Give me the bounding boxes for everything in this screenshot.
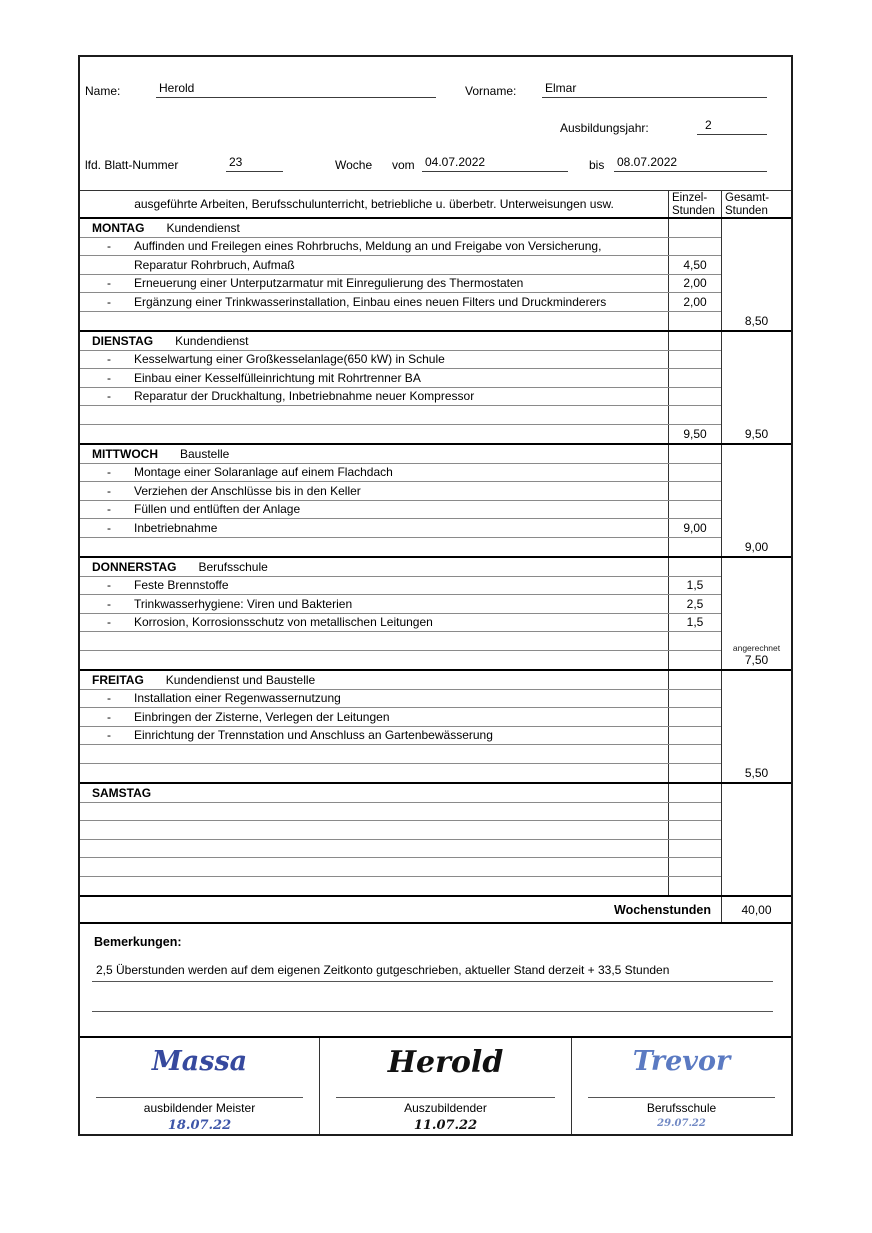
vorname-field[interactable]: Elmar	[542, 79, 767, 98]
einzel-hours-cell	[668, 558, 721, 576]
task-dash: -	[107, 709, 111, 724]
name-field[interactable]: Herold	[156, 79, 436, 98]
task-text: Installation einer Regenwassernutzung	[134, 691, 341, 706]
task-text: Füllen und entlüften der Anlage	[134, 502, 301, 517]
einzel-hours-cell	[668, 464, 721, 482]
einzel-hours-cell	[668, 332, 721, 350]
day-name: DIENSTAG	[92, 333, 154, 348]
task-desc-cell	[80, 464, 668, 482]
day-header-row	[80, 445, 721, 464]
einzel-hours-cell	[668, 501, 721, 519]
task-text: Einrichtung der Trennstation und Anschluss an Gartenbewässerung	[134, 728, 493, 743]
task-desc-cell	[80, 425, 668, 444]
task-desc-cell	[80, 293, 668, 311]
einzel-hours-cell	[668, 312, 721, 331]
einzel-hours-cell	[668, 219, 721, 237]
day-name: DONNERSTAG	[92, 559, 177, 574]
task-text: Trinkwasserhygiene: Viren und Bakterien	[134, 596, 353, 611]
signature-date: 18.07.22	[167, 1118, 232, 1133]
bemerkungen-line-2[interactable]	[92, 988, 773, 1012]
day-blocks	[80, 219, 791, 897]
signature-role-label: ausbildender Meister	[143, 1101, 256, 1115]
task-row	[80, 351, 721, 370]
form-header	[80, 57, 791, 190]
ausbildungsjahr-label: Ausbildungsjahr:	[560, 121, 649, 135]
task-desc-cell	[80, 482, 668, 500]
task-desc-cell	[80, 312, 668, 331]
task-row	[80, 406, 721, 425]
task-desc-cell	[80, 708, 668, 726]
task-row	[80, 727, 721, 746]
signature-handwriting: Herold	[387, 1045, 504, 1080]
wochenstunden-value: 40,00	[721, 897, 791, 922]
signature-line	[96, 1097, 303, 1098]
day-rows	[80, 445, 721, 556]
wochenstunden-label: Wochenstunden	[614, 902, 711, 917]
woche-vom-field[interactable]: 04.07.2022	[422, 153, 568, 172]
task-row	[80, 651, 721, 670]
einzel-hours-cell	[668, 745, 721, 763]
task-dash: -	[107, 465, 111, 480]
task-row	[80, 388, 721, 407]
task-desc-cell	[80, 519, 668, 537]
task-row	[80, 538, 721, 557]
einzel-hours-cell: 9,00	[668, 519, 721, 537]
gesamt-stunden-column-header: Gesamt- Stunden	[721, 191, 791, 217]
task-desc-cell	[80, 764, 668, 783]
task-text: Verziehen der Anschlüsse bis in den Keller	[134, 483, 361, 498]
task-text: Korrosion, Korrosionsschutz von metallischen Leitungen	[134, 615, 433, 630]
signature-box-berufsschule	[572, 1038, 791, 1134]
einzel-hours-cell	[668, 877, 721, 896]
day-name: MONTAG	[92, 220, 145, 235]
task-row	[80, 858, 721, 877]
task-desc-cell	[80, 690, 668, 708]
task-row	[80, 482, 721, 501]
task-row	[80, 238, 721, 257]
task-row	[80, 708, 721, 727]
task-row	[80, 745, 721, 764]
task-desc-cell	[80, 388, 668, 406]
einzel-hours-cell	[668, 369, 721, 387]
einzel-hours-cell: 1,5	[668, 577, 721, 595]
task-text: Reparatur Rohrbruch, Aufmaß	[134, 257, 295, 272]
task-dash: -	[107, 520, 111, 535]
signature-box-auszubildender	[320, 1038, 572, 1134]
task-row	[80, 369, 721, 388]
day-name: SAMSTAG	[92, 785, 152, 800]
task-text: Inbetriebnahme	[134, 520, 218, 535]
signature-box-ausbildender-meister	[80, 1038, 320, 1134]
woche-label: Woche	[335, 158, 373, 172]
table-header-row	[80, 190, 791, 219]
einzel-hours-cell	[668, 727, 721, 745]
vorname-label: Vorname:	[465, 84, 517, 98]
task-desc-cell	[80, 858, 668, 876]
task-dash: -	[107, 239, 111, 254]
day-header-cell	[80, 671, 668, 689]
task-desc-cell	[80, 821, 668, 839]
task-desc-cell	[80, 651, 668, 670]
gesamt-total-value: 9,00	[744, 540, 769, 554]
task-desc-cell	[80, 840, 668, 858]
task-row	[80, 821, 721, 840]
day-category: Baustelle	[179, 446, 230, 461]
task-desc-cell	[80, 351, 668, 369]
gesamt-total-note: angerechnet	[732, 643, 781, 653]
day-block-freitag	[80, 671, 791, 784]
task-dash: -	[107, 615, 111, 630]
einzel-hours-cell	[668, 482, 721, 500]
signature-handwriting: Massa	[151, 1046, 248, 1077]
task-dash: -	[107, 352, 111, 367]
task-text: Ergänzung einer Trinkwasserinstallation, Einbau eines neuen Filters und Druckminderers	[134, 294, 607, 309]
task-dash: -	[107, 691, 111, 706]
task-text: Kesselwartung einer Großkesselanlage(650 kW) in Schule	[134, 352, 445, 367]
task-desc-cell	[80, 369, 668, 387]
signature-handwriting: Trevor	[632, 1046, 731, 1077]
einzel-hours-cell	[668, 803, 721, 821]
gesamt-total-cell	[721, 558, 791, 669]
task-text: Auffinden und Freilegen eines Rohrbruchs, Meldung an und Freigabe von Versicherung,	[134, 239, 602, 254]
day-header-cell	[80, 784, 668, 802]
einzel-hours-cell: 2,5	[668, 595, 721, 613]
blatt-nummer-field[interactable]: 23	[226, 153, 283, 172]
gesamt-total-value: 7,50	[744, 653, 769, 667]
task-desc-cell	[80, 745, 668, 763]
task-desc-cell	[80, 595, 668, 613]
task-dash: -	[107, 389, 111, 404]
einzel-hours-cell	[668, 784, 721, 802]
day-block-samstag	[80, 784, 791, 897]
einzel-hours-cell	[668, 406, 721, 424]
bemerkungen-section	[80, 924, 791, 1038]
task-text: Feste Brennstoffe	[134, 578, 229, 593]
task-dash: -	[107, 294, 111, 309]
gesamt-total-cell	[721, 445, 791, 556]
day-category: Kundendienst und Baustelle	[165, 672, 316, 687]
day-rows	[80, 332, 721, 443]
task-desc-cell	[80, 501, 668, 519]
task-row	[80, 519, 721, 538]
bemerkungen-line-1[interactable]: 2,5 Überstunden werden auf dem eigenen Zeitkonto gutgeschrieben, aktueller Stand derzeit + 33,5 Stunden	[92, 958, 773, 982]
signature-role-label: Auszubildender	[404, 1101, 487, 1115]
task-row	[80, 803, 721, 822]
task-row	[80, 464, 721, 483]
task-text: Erneuerung einer Unterputzarmatur mit Einregulierung des Thermostaten	[134, 276, 524, 291]
gesamt-total-cell	[721, 219, 791, 330]
day-header-row	[80, 784, 721, 803]
task-desc-cell	[80, 727, 668, 745]
task-row	[80, 840, 721, 859]
signature-role-label: Berufsschule	[646, 1101, 717, 1115]
day-rows	[80, 671, 721, 782]
task-row	[80, 595, 721, 614]
bemerkungen-label: Bemerkungen:	[94, 935, 182, 949]
task-desc-cell	[80, 256, 668, 274]
task-row	[80, 577, 721, 596]
task-dash: -	[107, 276, 111, 291]
task-dash: -	[107, 502, 111, 517]
task-desc-cell	[80, 877, 668, 896]
day-header-row	[80, 219, 721, 238]
task-dash: -	[107, 578, 111, 593]
task-row	[80, 256, 721, 275]
einzel-hours-cell	[668, 632, 721, 650]
einzel-hours-cell: 2,00	[668, 275, 721, 293]
signatures-section	[80, 1038, 791, 1134]
day-block-dienstag	[80, 332, 791, 445]
einzel-hours-cell	[668, 764, 721, 783]
task-desc-cell	[80, 614, 668, 632]
bis-label: bis	[589, 158, 605, 172]
task-dash: -	[107, 596, 111, 611]
einzel-hours-cell	[668, 445, 721, 463]
signature-date: 29.07.22	[657, 1118, 706, 1129]
day-header-row	[80, 671, 721, 690]
task-row	[80, 293, 721, 312]
wochenstunden-row	[80, 897, 791, 924]
einzel-hours-cell	[668, 858, 721, 876]
task-row	[80, 877, 721, 896]
day-header-cell	[80, 558, 668, 576]
einzel-hours-cell	[668, 671, 721, 689]
task-desc-cell	[80, 275, 668, 293]
blatt-nummer-label: lfd. Blatt-Nummer	[85, 158, 179, 172]
day-category: Kundendienst	[175, 333, 249, 348]
task-row	[80, 764, 721, 783]
task-desc-cell	[80, 632, 668, 650]
gesamt-total-cell	[721, 784, 791, 895]
task-row	[80, 275, 721, 294]
day-header-row	[80, 558, 721, 577]
task-dash: -	[107, 728, 111, 743]
day-category: Berufsschule	[198, 559, 268, 574]
woche-bis-field[interactable]: 08.07.2022	[614, 153, 767, 172]
einzel-hours-cell: 1,5	[668, 614, 721, 632]
einzel-hours-cell	[668, 821, 721, 839]
einzel-hours-cell: 9,50	[668, 425, 721, 444]
task-desc-cell	[80, 577, 668, 595]
day-name: MITTWOCH	[92, 446, 158, 461]
gesamt-total-value: 9,50	[744, 427, 769, 441]
task-text: Einbau einer Kesselfülleinrichtung mit Rohrtrenner BA	[134, 370, 421, 385]
day-header-row	[80, 332, 721, 351]
day-name: FREITAG	[92, 672, 144, 687]
signature-line	[336, 1097, 555, 1098]
task-dash: -	[107, 370, 111, 385]
einzel-hours-cell	[668, 538, 721, 557]
task-text: Montage einer Solaranlage auf einem Flachdach	[134, 465, 393, 480]
task-desc-cell	[80, 538, 668, 557]
einzel-hours-cell	[668, 238, 721, 256]
task-row	[80, 632, 721, 651]
day-block-donnerstag	[80, 558, 791, 671]
report-sheet	[78, 55, 793, 1136]
task-text: Reparatur der Druckhaltung, Inbetriebnahme neuer Kompressor	[134, 389, 475, 404]
day-header-cell	[80, 219, 668, 237]
day-header-cell	[80, 445, 668, 463]
einzel-hours-cell: 4,50	[668, 256, 721, 274]
task-desc-cell	[80, 803, 668, 821]
signature-date: 11.07.22	[413, 1118, 478, 1133]
task-desc-cell	[80, 238, 668, 256]
task-desc-cell	[80, 406, 668, 424]
day-category: Kundendienst	[166, 220, 240, 235]
day-block-montag	[80, 219, 791, 332]
gesamt-total-cell	[721, 671, 791, 782]
name-label: Name:	[85, 84, 121, 98]
task-row	[80, 501, 721, 520]
gesamt-total-value: 5,50	[744, 766, 769, 780]
tasks-column-header: ausgeführte Arbeiten, Berufsschulunterricht, betriebliche u. überbetr. Unterweisungen usw.	[134, 197, 614, 211]
einzel-hours-cell	[668, 690, 721, 708]
day-block-mittwoch	[80, 445, 791, 558]
einzel-hours-cell	[668, 351, 721, 369]
task-row	[80, 614, 721, 633]
einzel-hours-cell: 2,00	[668, 293, 721, 311]
task-row	[80, 425, 721, 444]
task-row	[80, 312, 721, 331]
day-rows	[80, 784, 721, 895]
gesamt-total-cell	[721, 332, 791, 443]
einzel-hours-cell	[668, 708, 721, 726]
day-header-cell	[80, 332, 668, 350]
task-dash: -	[107, 483, 111, 498]
einzel-stunden-column-header: Einzel- Stunden	[668, 191, 721, 217]
day-rows	[80, 558, 721, 669]
day-rows	[80, 219, 721, 330]
einzel-hours-cell	[668, 388, 721, 406]
ausbildungsjahr-field[interactable]: 2	[697, 116, 767, 135]
task-row	[80, 690, 721, 709]
einzel-hours-cell	[668, 840, 721, 858]
einzel-hours-cell	[668, 651, 721, 670]
task-text: Einbringen der Zisterne, Verlegen der Leitungen	[134, 709, 390, 724]
signature-line	[588, 1097, 775, 1098]
vom-label: vom	[392, 158, 415, 172]
gesamt-total-value: 8,50	[744, 314, 769, 328]
